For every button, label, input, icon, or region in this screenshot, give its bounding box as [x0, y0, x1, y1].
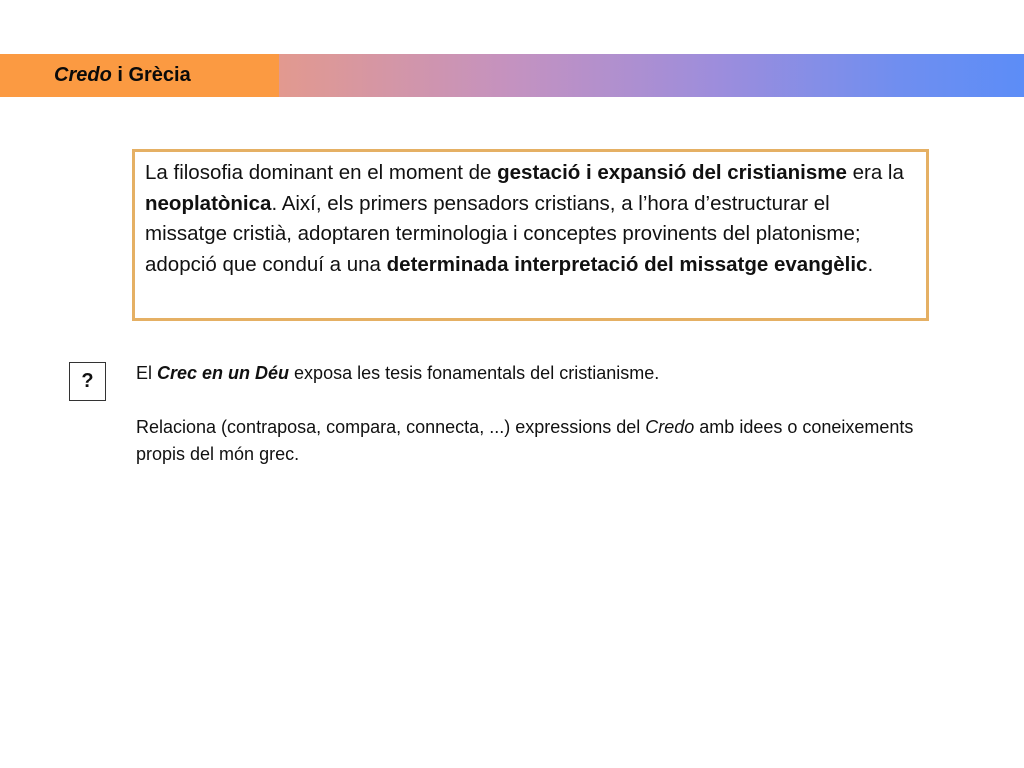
- slide-title: [54, 64, 191, 87]
- task-line-2-b: amb idees o coneixements propis del món grec.: [136, 417, 914, 464]
- task-line-1: [136, 360, 926, 387]
- slide-title-rest: i Grècia: [111, 64, 191, 86]
- quote-text-2: era la: [846, 161, 904, 184]
- quote-text-1: La filosofia dominant en el moment de: [145, 161, 498, 184]
- task-line-2-a: Relaciona (contraposa, compara, connecta, ...) expressions del: [136, 417, 646, 437]
- question-mark-box: ?: [69, 362, 106, 401]
- title-bar: [0, 54, 1024, 97]
- quote-paragraph: [145, 158, 916, 280]
- task-line-2-emphasis: Credo: [645, 417, 695, 437]
- quote-text-4: .: [867, 252, 874, 276]
- slide-title-italic: Credo: [54, 64, 112, 86]
- task-line-1-emphasis: Crec en un Déu: [157, 363, 290, 383]
- task-line-1-b: exposa les tesis fonamentals del cristianisme.: [289, 363, 660, 383]
- quote-bold-2: neoplatònica: [145, 191, 272, 215]
- task-line-2: [136, 414, 926, 468]
- quote-bold-3: determinada interpretació del missatge evangèlic: [386, 252, 868, 276]
- task-text: [136, 360, 926, 468]
- task-line-1-a: El: [136, 363, 158, 383]
- quote-bold-1: gestació i expansió del cristianisme: [497, 161, 847, 184]
- quote-box: [132, 149, 929, 321]
- quote-text-3: . Així, els primers pensadors cristians, a l’hora d’estructurar el missatge cristià, adoptaren terminologia i conceptes provinents del platonisme; adopció que conduí a una: [145, 191, 861, 276]
- spacer: [136, 387, 926, 414]
